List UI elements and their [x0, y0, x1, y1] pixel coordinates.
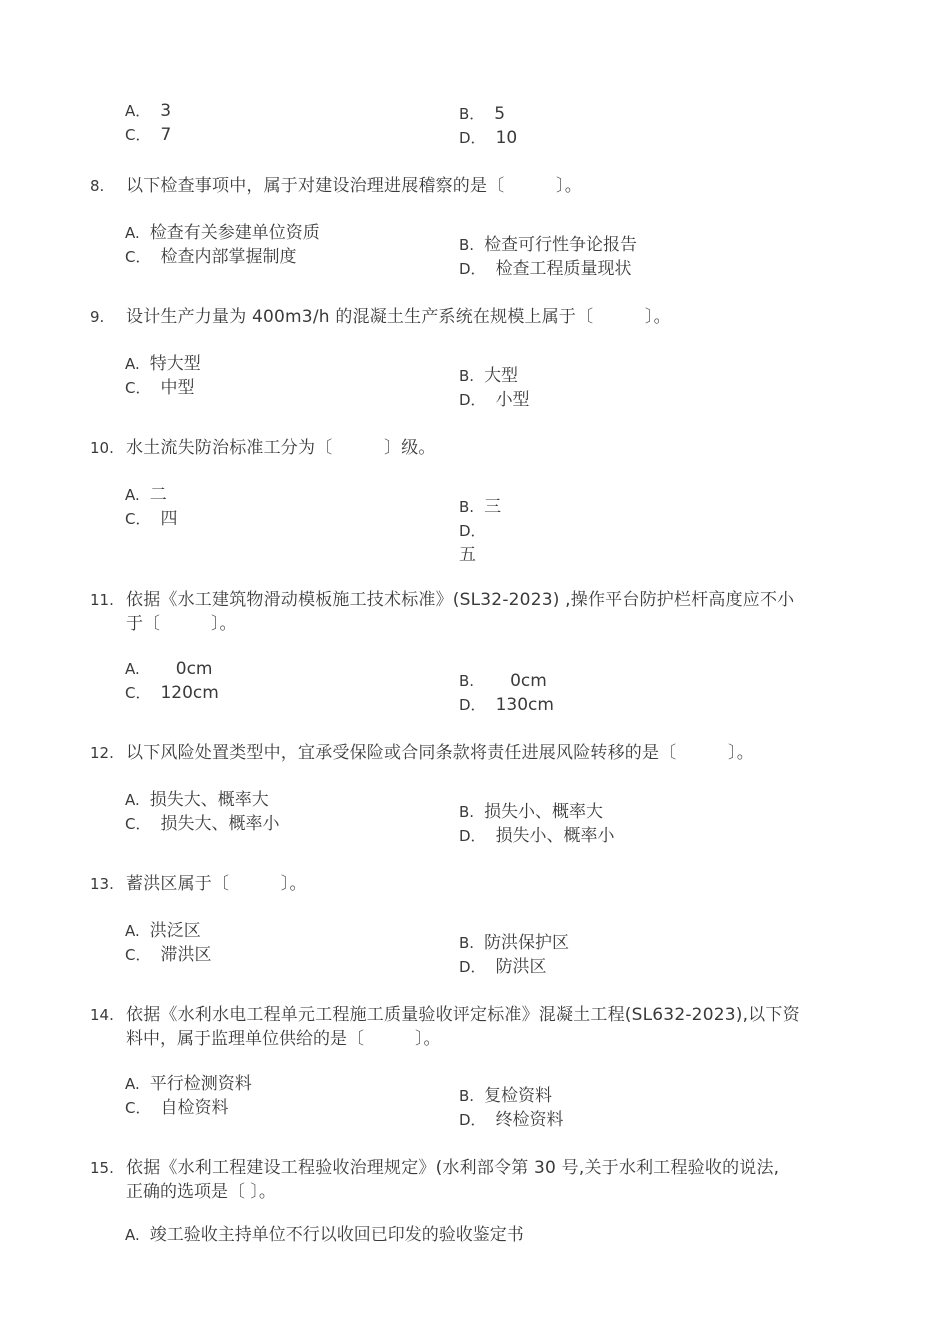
q12-option-b: B. 损失小、概率大: [459, 802, 604, 822]
question-13: 13. 蓄洪区属于〔 〕。: [90, 872, 850, 896]
q13-option-d: D． 防洪区: [459, 957, 547, 977]
question-8: 8. 以下检查事项中，属于对建设治理进展稽察的是〔 〕。: [90, 174, 850, 198]
q15-option-a: A. 竣工验收主持单位不行以收回已印发的验收鉴定书: [125, 1225, 524, 1245]
question-text-line-1: 依据《水利水电工程单元工程施工质量验收评定标准》混凝土工程(SL632-2023),以下资: [126, 1005, 800, 1025]
question-11: 11. 依据《水工建筑物滑动模板施工技术标准》(SL32-2023) ,操作平台防护栏杆高度应不小 于〔 〕。: [90, 588, 850, 636]
q14-option-b: B. 复检资料: [459, 1086, 553, 1106]
q12-option-a: A. 损失大、概率大: [125, 790, 269, 810]
q12-option-d: D． 损失小、概率小: [459, 826, 615, 846]
q11-option-d: D． 130cm: [459, 695, 554, 715]
q14-option-c: C． 自检资料: [125, 1098, 229, 1118]
question-15: 15. 依据《水利工程建设工程验收治理规定》(水利部令第 30 号,关于水利工程验收的说法, 正确的选项是〔 〕。: [90, 1156, 850, 1204]
q7-option-c: C． 7: [125, 125, 172, 145]
question-14: 14. 依据《水利水电工程单元工程施工质量验收评定标准》混凝土工程(SL632-2023),以下资 料中，属于监理单位供给的是〔 〕。: [90, 1003, 850, 1051]
q11-option-b: B. 0cm: [459, 671, 547, 691]
q9-option-b: B. 大型: [459, 366, 519, 386]
q9-option-a: A. 特大型: [125, 354, 201, 374]
q12-option-c: C． 损失大、概率小: [125, 814, 280, 834]
q14-option-d: D． 终检资料: [459, 1110, 564, 1130]
question-text: 以下风险处置类型中，宜承受保险或合同条款将责任进展风险转移的是〔 〕。: [126, 743, 754, 763]
question-text-line-2: 正确的选项是〔 〕。: [126, 1182, 276, 1202]
q8-option-b: B. 检查可行性争论报告: [459, 235, 638, 255]
q9-option-d: D． 小型: [459, 390, 530, 410]
q13-option-c: C． 滞洪区: [125, 945, 212, 965]
question-text-line-1: 依据《水利工程建设工程验收治理规定》(水利部令第 30 号,关于水利工程验收的说法,: [126, 1158, 780, 1178]
q10-option-d: D．: [459, 522, 486, 540]
q10-option-c: C． 四: [125, 509, 178, 529]
question-10: 10. 水土流失防治标准工分为〔 〕级。: [90, 436, 850, 460]
q14-option-a: A. 平行检测资料: [125, 1074, 252, 1094]
question-text: 以下检查事项中，属于对建设治理进展稽察的是〔 〕。: [126, 176, 582, 196]
q7-option-b: B． 5: [459, 104, 506, 124]
question-text: 蓄洪区属于〔 〕。: [126, 874, 307, 894]
question-text-line-2: 于〔 〕。: [126, 614, 237, 634]
q8-option-a: A. 检查有关参建单位资质: [125, 223, 320, 243]
q10-option-b: B. 三: [459, 497, 502, 517]
q13-option-a: A. 洪泛区: [125, 921, 201, 941]
q10-option-a: A. 二: [125, 485, 167, 505]
q10-option-d-text: 五: [459, 545, 476, 565]
question-text: 设计生产力量为 400m3/h 的混凝土生产系统在规模上属于〔 〕。: [126, 307, 671, 327]
q8-option-c: C． 检查内部掌握制度: [125, 247, 297, 267]
q13-option-b: B. 防洪保护区: [459, 933, 570, 953]
q8-option-d: D． 检查工程质量现状: [459, 259, 632, 279]
question-text: 水土流失防治标准工分为〔 〕级。: [126, 438, 436, 458]
q11-option-c: C． 120cm: [125, 683, 219, 703]
question-text-line-2: 料中，属于监理单位供给的是〔 〕。: [126, 1029, 441, 1049]
q9-option-c: C． 中型: [125, 378, 195, 398]
q7-option-a: A． 3: [125, 101, 172, 121]
question-12: 12. 以下风险处置类型中，宜承受保险或合同条款将责任进展风险转移的是〔 〕。: [90, 741, 850, 765]
question-text-line-1: 依据《水工建筑物滑动模板施工技术标准》(SL32-2023) ,操作平台防护栏杆高度应不小: [126, 590, 795, 610]
q11-option-a: A. 0cm: [125, 659, 213, 679]
question-9: 9. 设计生产力量为 400m3/h 的混凝土生产系统在规模上属于〔 〕。: [90, 305, 850, 329]
q7-option-d: D． 10: [459, 128, 518, 148]
